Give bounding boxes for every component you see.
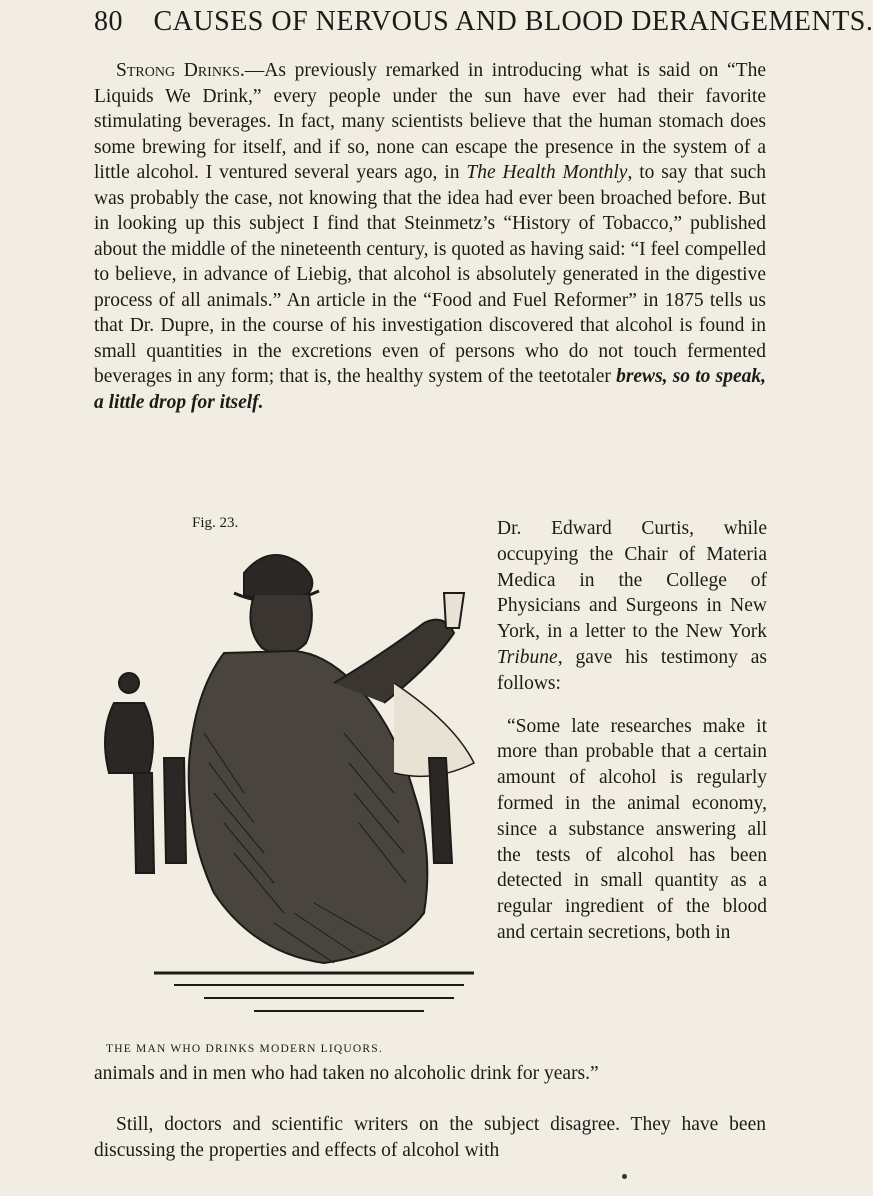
page-number: 80 (94, 6, 123, 37)
figure-label: Fig. 23. (192, 515, 239, 531)
emphasis-text: brews, so to speak, a little drop for itself. (94, 366, 766, 413)
curtis-quote: “Some late researches make it more than probable that a certain amount of alcohol is regularly formed in the animal economy, since a substance answering all the tests of alcohol has been detected in small quantity as a regular ingredient of the blood and certain secretions, both in (497, 715, 767, 943)
newspaper-title: Tribune (497, 646, 558, 668)
figure-caption: THE MAN WHO DRINKS MODERN LIQUORS. (106, 1043, 383, 1055)
journal-title: The Health Monthly (466, 162, 628, 183)
running-header (94, 6, 873, 38)
intro-text: Dr. Edward Curtis, while occupying the Chair of Materia Medica in the College of Physicians and Surgeons in New York, in a letter to the New York (497, 518, 767, 643)
page-speck (622, 1174, 627, 1179)
paragraph-text-cont: , to say that such was probably the case, not knowing that the idea had ever been broached before. But in looking up this subject I find that Steinmetz’s “History of Tobacco,” published about the middle of the nineteenth century, is quoted as having said: “I feel compelled to believe, in advance of Liebig, that alcohol is absolutely generated in the digestive process of all animals.” An article in the “Food and Fuel Reformer” in 1875 tells us that Dr. Dupre, in the course of his investigation discovered that alcohol is found in small quantities in the excretions even of persons who do not touch fermented beverages in any form; that is, the healthy system of the teetotaler (94, 162, 766, 387)
paragraph-3: animals and in men who had taken no alcoholic drink for years.” (94, 1063, 599, 1084)
paragraph-text: —As previously remarked in introducing what is said on “The Liquids We Drink,” every people under the sun have ever had their favorite stimulating beverages. In fact, many scientists believe that the human stomach does some brewing for itself, and if so, none can escape the presence in the system of a little alcohol. I ventured several years ago, in (94, 60, 766, 183)
section-lead: Strong Drinks. (116, 60, 245, 81)
intro-text-cont: , gave his testimony as follows: (497, 646, 767, 694)
curtis-intro (497, 516, 767, 697)
side-column-text (497, 516, 767, 946)
drinking-man-illustration (94, 533, 484, 1028)
running-title: CAUSES OF NERVOUS AND BLOOD DERANGEMENTS. (153, 6, 873, 37)
paragraph-4: Still, doctors and scientific writers on the subject disagree. They have been discussing the properties and effects of alcohol with (94, 1114, 766, 1161)
paragraph-strong-drinks (94, 58, 766, 415)
quote-continuation (94, 1061, 766, 1087)
figure-23 (94, 515, 484, 1062)
paragraph-still-doctors (94, 1112, 766, 1163)
